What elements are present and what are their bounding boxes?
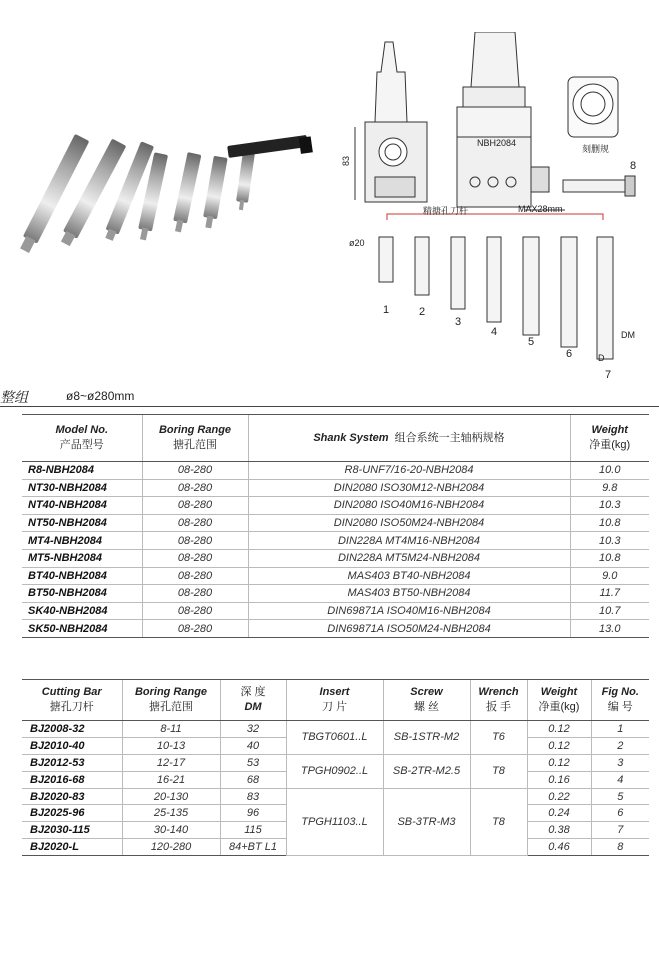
fig-number-7: 7	[605, 369, 612, 381]
table-row	[22, 549, 649, 567]
header-model: Model No. 产品型号	[22, 415, 142, 462]
weight-cell: 0.12	[527, 721, 591, 738]
technical-drawing	[335, 32, 659, 387]
cutting-bar-cell: BJ2010-40	[22, 737, 122, 754]
table-row	[22, 567, 649, 585]
model-cell: BT50-NBH2084	[22, 585, 142, 603]
screw-cell: SB-2TR-M2.5	[383, 754, 470, 788]
bar-5	[171, 152, 201, 233]
shank-cell: DIN2080 ISO40M16-NBH2084	[248, 497, 570, 515]
header-cutting-bar: Cutting Bar 搪孔刀杆	[22, 680, 122, 721]
weight-cell: 10.8	[570, 514, 649, 532]
range-cell: 16-21	[122, 771, 220, 788]
depth-cell: 68	[220, 771, 286, 788]
shank-cell: DIN69871A ISO50M24-NBH2084	[248, 620, 570, 638]
shank-cell: DIN228A MT5M24-NBH2084	[248, 549, 570, 567]
fig-number-8: 8	[630, 160, 637, 172]
fig-no-cell: 3	[591, 754, 649, 771]
depth-cell: 40	[220, 737, 286, 754]
table-row	[22, 620, 649, 638]
model-cell: SK50-NBH2084	[22, 620, 142, 638]
wrench-cell: T8	[470, 788, 527, 856]
depth-cell: 53	[220, 754, 286, 771]
screw-cell: SB-3TR-M3	[383, 788, 470, 856]
range-cell: 08-280	[142, 567, 248, 585]
shank-cell: DIN69871A ISO40M16-NBH2084	[248, 602, 570, 620]
depth-cell: 83	[220, 788, 286, 805]
model-label: NBH2084	[477, 138, 517, 148]
weight-cell: 0.12	[527, 737, 591, 754]
weight-cell: 0.38	[527, 822, 591, 839]
header-weight: Weight 净重(kg)	[527, 680, 591, 721]
cutting-bar-cell: BJ2030-115	[22, 822, 122, 839]
weight-cell: 10.3	[570, 497, 649, 515]
weight-cell: 0.16	[527, 771, 591, 788]
insert-cell: TPGH0902..L	[286, 754, 383, 788]
weight-cell: 9.0	[570, 567, 649, 585]
cutting-bar-cell: BJ2012-53	[22, 754, 122, 771]
dial-label: 刻删规	[582, 144, 610, 154]
weight-cell: 10.3	[570, 532, 649, 550]
weight-cell: 10.0	[570, 462, 649, 480]
fig-number-3: 3	[455, 316, 462, 328]
range-cell: 08-280	[142, 532, 248, 550]
dia-label: ø20	[349, 238, 365, 248]
dm-label: DM	[621, 330, 635, 340]
model-cell: BT40-NBH2084	[22, 567, 142, 585]
model-cell: MT4-NBH2084	[22, 532, 142, 550]
insert-cell: TBGT0601..L	[286, 721, 383, 755]
cutting-bar-table	[22, 679, 649, 856]
model-cell: MT5-NBH2084	[22, 549, 142, 567]
weight-cell: 0.12	[527, 754, 591, 771]
range-cell: 25-135	[122, 805, 220, 822]
weight-cell: 0.46	[527, 839, 591, 856]
cutting-bar-cell: BJ2008-32	[22, 721, 122, 738]
range-cell: 08-280	[142, 479, 248, 497]
fig-no-cell: 2	[591, 737, 649, 754]
table-row	[22, 721, 649, 738]
shank-cell: DIN228A MT4M16-NBH2084	[248, 532, 570, 550]
table-row	[22, 514, 649, 532]
cutting-bar-cell: BJ2016-68	[22, 771, 122, 788]
header-depth: 深 度 DM	[220, 680, 286, 721]
table-row	[22, 788, 649, 805]
weight-cell: 9.8	[570, 479, 649, 497]
max-label: MAX28mm	[518, 204, 563, 214]
header-shank: Shank System 组合系统一主轴柄规格	[248, 415, 570, 462]
set-title: 整组	[0, 390, 28, 406]
model-cell: R8-NBH2084	[22, 462, 142, 480]
fig-no-cell: 4	[591, 771, 649, 788]
fig-no-cell: 5	[591, 788, 649, 805]
table-header-row	[22, 680, 649, 721]
table-row	[22, 602, 649, 620]
table-row	[22, 754, 649, 771]
depth-cell: 115	[220, 822, 286, 839]
fig-no-cell: 7	[591, 822, 649, 839]
set-spec-table	[22, 414, 649, 638]
d-label: D	[598, 353, 605, 363]
shank-cell: DIN2080 ISO30M12-NBH2084	[248, 479, 570, 497]
range-cell: 8-11	[122, 721, 220, 738]
weight-cell: 13.0	[570, 620, 649, 638]
range-cell: 08-280	[142, 585, 248, 603]
range-cell: 12-17	[122, 754, 220, 771]
depth-cell: 32	[220, 721, 286, 738]
fig-number-5: 5	[528, 336, 535, 348]
table-row	[22, 479, 649, 497]
weight-cell: 10.8	[570, 549, 649, 567]
shank-cell: MAS403 BT50-NBH2084	[248, 585, 570, 603]
fig-number-6: 6	[566, 348, 573, 360]
bar-8-black	[227, 134, 313, 164]
wrench-cell: T6	[470, 721, 527, 755]
shank-cell: DIN2080 ISO50M24-NBH2084	[248, 514, 570, 532]
section-divider	[0, 406, 659, 407]
bar-1	[17, 134, 89, 254]
set-range: ø8~ø280mm	[66, 389, 135, 403]
model-cell: SK40-NBH2084	[22, 602, 142, 620]
weight-cell: 0.24	[527, 805, 591, 822]
range-cell: 08-280	[142, 514, 248, 532]
depth-cell: 96	[220, 805, 286, 822]
range-cell: 08-280	[142, 462, 248, 480]
fig-no-cell: 1	[591, 721, 649, 738]
header-weight: Weight 净重(kg)	[570, 415, 649, 462]
bar-7	[235, 152, 255, 211]
shank-cell: R8-UNF7/16-20-NBH2084	[248, 462, 570, 480]
table-row	[22, 532, 649, 550]
header-boring-range: Boring Range 搪孔范围	[122, 680, 220, 721]
header-wrench: Wrench 扳 手	[470, 680, 527, 721]
range-cell: 08-280	[142, 497, 248, 515]
range-cell: 10-13	[122, 737, 220, 754]
range-cell: 08-280	[142, 620, 248, 638]
fig-number-4: 4	[491, 326, 498, 338]
fig-number-1: 1	[383, 304, 390, 316]
range-cell: 120-280	[122, 839, 220, 856]
header-fig-no: Fig No. 编 号	[591, 680, 649, 721]
bar-6	[201, 156, 227, 229]
weight-cell: 11.7	[570, 585, 649, 603]
header-screw: Screw 螺 丝	[383, 680, 470, 721]
range-cell: 08-280	[142, 602, 248, 620]
fig-no-cell: 8	[591, 839, 649, 856]
bar-group-label: 精搪孔刀杆	[423, 206, 469, 216]
table-header-row	[22, 415, 649, 462]
wrench-cell: T8	[470, 754, 527, 788]
fig-number-2: 2	[419, 306, 426, 318]
weight-cell: 10.7	[570, 602, 649, 620]
cutting-bar-cell: BJ2025-96	[22, 805, 122, 822]
table-row	[22, 497, 649, 515]
header-insert: Insert 刀 片	[286, 680, 383, 721]
range-cell: 30-140	[122, 822, 220, 839]
dim-83-label: 83	[341, 156, 351, 167]
range-cell: 20-130	[122, 788, 220, 805]
table-row	[22, 585, 649, 603]
model-cell: NT30-NBH2084	[22, 479, 142, 497]
range-cell: 08-280	[142, 549, 248, 567]
header-range: Boring Range 搪孔范围	[142, 415, 248, 462]
weight-cell: 0.22	[527, 788, 591, 805]
shank-cell: MAS403 BT40-NBH2084	[248, 567, 570, 585]
cutting-bar-cell: BJ2020-L	[22, 839, 122, 856]
model-cell: NT40-NBH2084	[22, 497, 142, 515]
cutting-bar-cell: BJ2020-83	[22, 788, 122, 805]
boring-bars-photo	[0, 110, 330, 260]
insert-cell: TPGH1103..L	[286, 788, 383, 856]
fig-no-cell: 6	[591, 805, 649, 822]
table-row	[22, 462, 649, 480]
screw-cell: SB-1STR-M2	[383, 721, 470, 755]
model-cell: NT50-NBH2084	[22, 514, 142, 532]
depth-cell: 84+BT L1	[220, 839, 286, 856]
